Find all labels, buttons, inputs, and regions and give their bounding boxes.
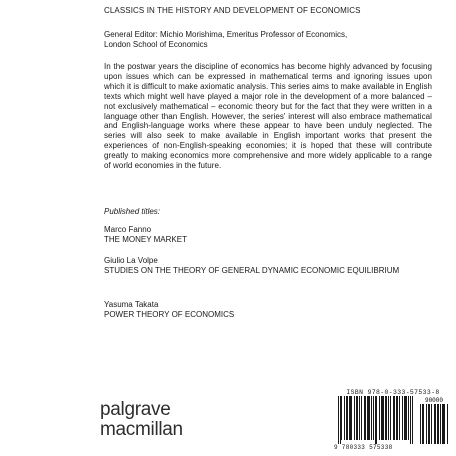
barcode-addon-bar bbox=[447, 404, 448, 444]
barcode-addon-bar bbox=[435, 404, 436, 444]
barcode-addon-bar bbox=[431, 404, 432, 444]
barcode-bar bbox=[402, 396, 403, 440]
barcode-bar bbox=[361, 396, 362, 440]
barcode-bar bbox=[351, 396, 352, 440]
barcode-bar bbox=[356, 396, 357, 440]
title-name: POWER THEORY OF ECONOMICS bbox=[104, 309, 235, 319]
barcode-bar bbox=[365, 396, 366, 440]
barcode-bar bbox=[375, 396, 376, 444]
barcode-addon-bar bbox=[426, 404, 427, 444]
barcode-bar bbox=[349, 396, 350, 440]
publisher-logo-line-1: palgrave bbox=[100, 399, 171, 420]
series-title: CLASSICS IN THE HISTORY AND DEVELOPMENT OF ECONOMICS bbox=[104, 6, 361, 15]
barcode-bar bbox=[394, 396, 395, 440]
published-title-entry bbox=[104, 256, 424, 276]
barcode-bar bbox=[341, 396, 342, 440]
barcode-bar bbox=[390, 396, 391, 440]
barcode-digits: 9 780333 575338 bbox=[334, 444, 393, 451]
barcode-bar bbox=[340, 396, 341, 444]
barcode-bar bbox=[376, 396, 377, 444]
barcode-bar bbox=[382, 396, 383, 440]
barcode-addon-bar bbox=[429, 404, 430, 444]
published-title-entry bbox=[104, 225, 424, 245]
barcode-bar bbox=[346, 396, 347, 440]
barcode-addon-bar bbox=[442, 404, 443, 444]
barcode-bars bbox=[334, 396, 452, 444]
barcode-bar bbox=[410, 396, 411, 444]
barcode-bar bbox=[412, 396, 413, 444]
barcode-bar bbox=[396, 396, 397, 440]
barcode-bar bbox=[369, 396, 370, 440]
barcode-bar bbox=[388, 396, 389, 440]
barcode-bar bbox=[354, 396, 355, 440]
barcode-bar bbox=[379, 396, 380, 440]
barcode-bar bbox=[373, 396, 374, 440]
barcode-addon-bar bbox=[420, 404, 421, 444]
barcode-bar bbox=[405, 396, 406, 440]
barcode-bar bbox=[399, 396, 400, 440]
barcode-bar bbox=[359, 396, 360, 440]
barcode-addon-number: 90000 bbox=[424, 397, 444, 404]
barcode-addon-bar bbox=[423, 404, 424, 444]
barcode-bar bbox=[408, 396, 409, 440]
publisher-logo bbox=[100, 400, 183, 440]
barcode-addon-bar bbox=[422, 404, 423, 444]
barcode-bar bbox=[383, 396, 384, 440]
barcode-bar bbox=[381, 396, 382, 440]
barcode-bar bbox=[404, 396, 405, 440]
barcode-addon-bar bbox=[434, 404, 435, 444]
barcode-bar bbox=[385, 396, 386, 440]
barcode-bar bbox=[371, 396, 372, 440]
barcode-bar bbox=[367, 396, 368, 440]
editor-line-2: London School of Economics bbox=[104, 40, 208, 49]
barcode-bar bbox=[347, 396, 348, 440]
published-title-entry bbox=[104, 300, 424, 320]
isbn-label: ISBN 978-0-333-57533-8 bbox=[346, 389, 440, 396]
barcode-addon-bar bbox=[428, 404, 429, 444]
barcode-bar bbox=[338, 396, 339, 444]
title-author: Yasuma Takata bbox=[104, 300, 159, 309]
barcode-bar bbox=[393, 396, 394, 440]
barcode-addon-bar bbox=[443, 404, 444, 444]
barcode-bar bbox=[364, 396, 365, 440]
published-titles-label: Published titles: bbox=[104, 207, 161, 216]
barcode-addon-bar bbox=[440, 404, 441, 444]
general-editor bbox=[104, 30, 424, 50]
series-description: In the postwar years the discipline of economics has become highly advanced by focusing upon issues which can be expressed in mathematical terms and ignoring issues upon which it is difficult to make axiomatic analysis. This series aims to make available in English texts which might well have played a major role in the development of a more balanced – not exclusively mathematical – economic theory but for the fact that they were written in a language other than English. However, the series' interest will also embrace mathematical and English-language works where these appear to have been unduly neglected. The series will also seek to make available in English important works that present the experiences of non-English-speaking economies; it is hoped that these will contribute greatly to making economics more comprehensive and more widely applicable to a range of world economies in the future. bbox=[104, 62, 432, 171]
barcode-bar bbox=[357, 396, 358, 440]
title-name: STUDIES ON THE THEORY OF GENERAL DYNAMIC ECONOMIC EQUILIBRIUM bbox=[104, 265, 400, 275]
editor-line-1: General Editor: Michio Morishima, Emeritus Professor of Economics, bbox=[104, 30, 348, 39]
barcode-bar bbox=[344, 396, 345, 440]
barcode-bar bbox=[350, 396, 351, 440]
title-author: Marco Fanno bbox=[104, 225, 152, 234]
barcode-bar bbox=[368, 396, 369, 440]
barcode-bar bbox=[406, 396, 407, 440]
isbn-barcode bbox=[334, 388, 452, 454]
publisher-logo-line-2: macmillan bbox=[100, 419, 183, 440]
barcode-bar bbox=[397, 396, 398, 440]
barcode-bar bbox=[386, 396, 387, 440]
barcode-addon-bar bbox=[444, 404, 445, 444]
barcode-addon-bar bbox=[437, 404, 438, 444]
barcode-addon-bar bbox=[438, 404, 439, 444]
title-name: THE MONEY MARKET bbox=[104, 234, 187, 244]
title-author: Giulio La Volpe bbox=[104, 256, 158, 265]
